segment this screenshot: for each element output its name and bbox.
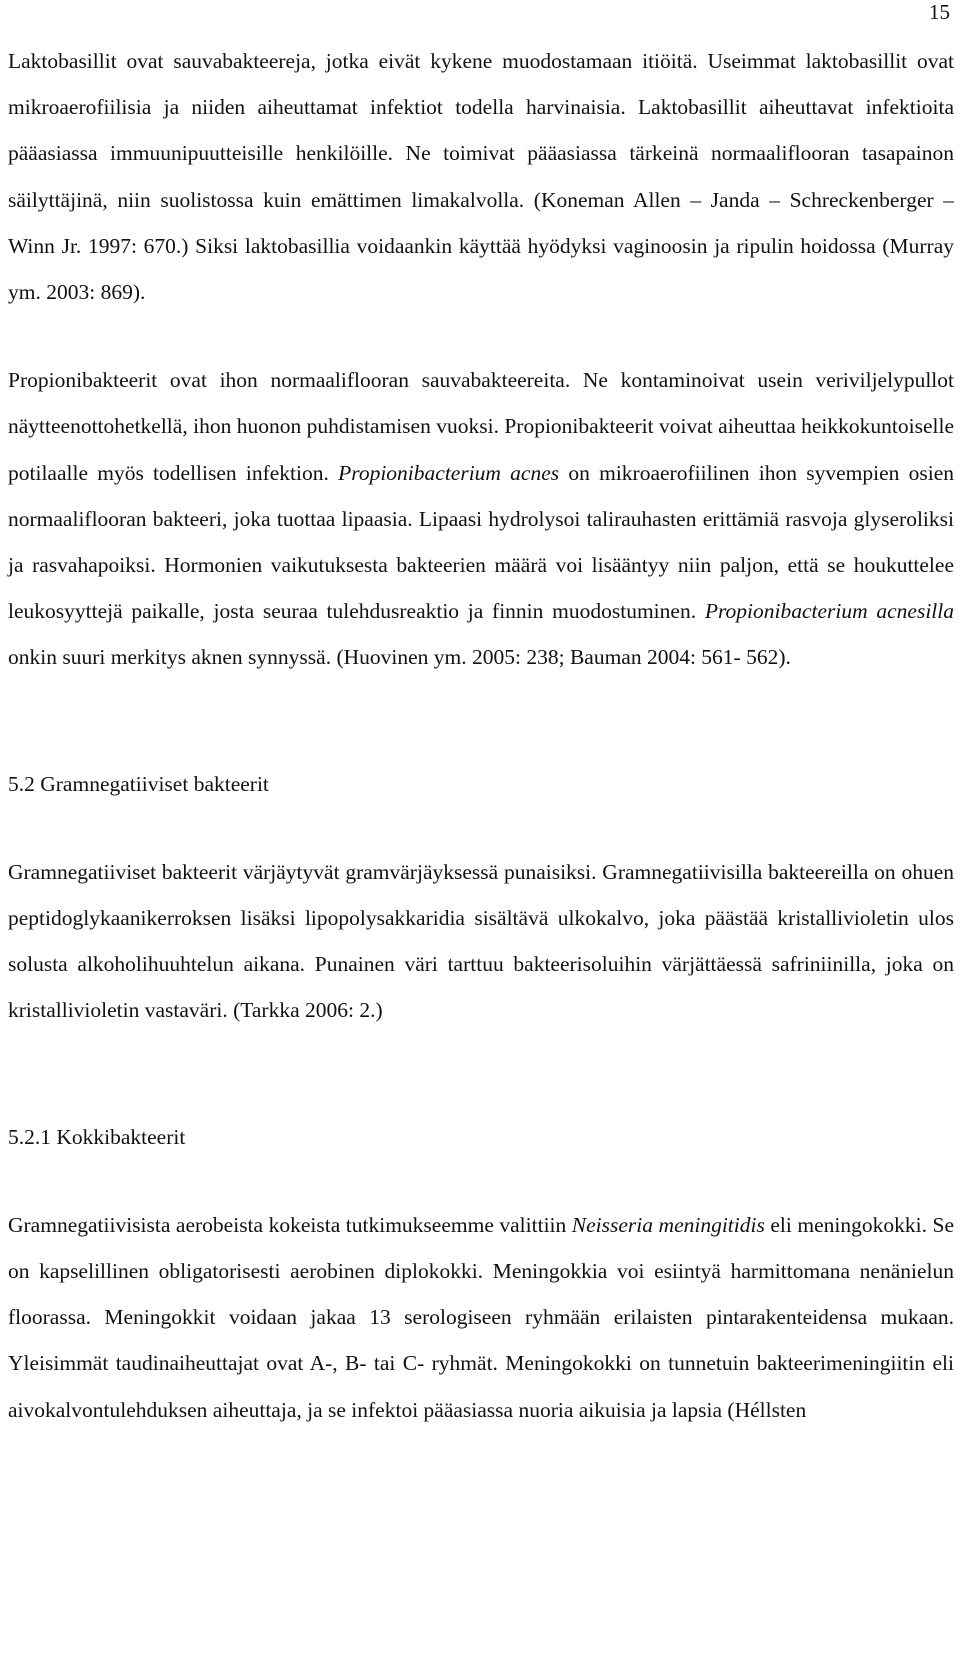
paragraph-kokkibakteerit (8, 1202, 954, 1433)
document-body (8, 38, 954, 1433)
page-number: 15 (929, 0, 950, 24)
section-heading-gramnegatiiviset: 5.2 Gramnegatiiviset bakteerit (8, 771, 269, 796)
section-spacer (8, 1034, 954, 1114)
section-heading-kokkibakteerit: 5.2.1 Kokkibakteerit (8, 1124, 186, 1149)
paragraph-text: on mikroaerofiilinen ihon syvempien osien normaaliflooran bakteeri, joka tuottaa lipaasia. Lipaasi hydrolysoi talirauhasten erittämiä rasvoja glyseroliksi ja rasvahapoiksi. Hormonien vaikutuksesta bakteerien määrä voi lisääntyy niin paljon, että se houkuttelee leukosyyttejä paikalle, josta seuraa tulehdusreaktio ja finnin muodostuminen. (8, 460, 955, 624)
heading-spacer (8, 807, 954, 849)
paragraph-gramnegatiiviset (8, 849, 954, 1034)
section-spacer (8, 681, 954, 761)
species-name: Neisseria meningitidis (571, 1212, 765, 1237)
paragraph-text: eli meningokokki. Se on kapselillinen obligatorisesti aerobinen diplokokki. Meningokkia voi esiintyä harmittomana nenänielun floorassa. Meningokkit voidaan jakaa 13 serologiseen ryhmään erilaisten pintarakenteidensa mukaan. Yleisimmät taudinaiheuttajat ovat A-, B- tai C- ryhmät. Meningokokki on tunnetuin bakteerimeningiitin eli aivokalvontulehduksen aiheuttaja, ja se infektoi pääasiassa nuoria aikuisia ja lapsia (Héllsten (8, 1212, 955, 1422)
species-name: Propionibacterium acnesilla (704, 599, 954, 624)
paragraph-laktobasillit (8, 38, 954, 315)
heading-spacer (8, 1160, 954, 1202)
species-name: Propionibacterium acnes (338, 460, 560, 485)
paragraph-text: Propionibakteerit ovat ihon normaaliflooran sauvabakteereita. Ne kontaminoivat usein veriviljelypullot näytteenottohetkellä, ihon huonon puhdistamisen vuoksi. Propionibakteerit voivat aiheuttaa heikkokuntoiselle potilaalle myös todellisen infektion. (8, 368, 954, 485)
paragraph-text: onkin suuri merkitys aknen synnyssä. (Huovinen ym. 2005: 238; Bauman 2004: 561- 562). (8, 645, 791, 670)
paragraph-text: Laktobasillit ovat sauvabakteereja, jotka eivät kykene muodostamaan itiöitä. Useimmat laktobasillit ovat mikroaerofiilisia ja niiden aiheuttamat infektiot todella harvinaisia. Laktobasillit aiheuttavat infektioita pääasiassa immuunipuutteisille henkilöille. Ne toimivat pääasiassa tärkeinä normaaliflooran tasapainon säilyttäjinä, niin suolistossa kuin emättimen limakalvolla. (Koneman Allen – Janda – Schreckenberger – Winn Jr. 1997: 670.) Siksi laktobasillia voidaankin käyttää hyödyksi vaginoosin ja ripulin hoidossa (Murray ym. 2003: 869). (8, 49, 954, 305)
paragraph-text: Gramnegatiivisista aerobeista kokeista tutkimukseemme valittiin (8, 1212, 572, 1237)
paragraph-propionibakteerit (8, 357, 954, 680)
paragraph-text: Gramnegatiiviset bakteerit värjäytyvät gramvärjäyksessä punaisiksi. Gramnegatiivisilla bakteereilla on ohuen peptidoglykaanikerroksen lisäksi lipopolysakkaridia sisältävä ulkokalvo, joka päästää kristallivioletin ulos solusta alkoholihuuhtelun aikana. Punainen väri tarttuu bakteerisoluihin värjättäessä safriniinilla, joka on kristallivioletin vastaväri. (Tarkka 2006: 2.) (8, 859, 954, 1023)
paragraph-spacer (8, 315, 954, 357)
